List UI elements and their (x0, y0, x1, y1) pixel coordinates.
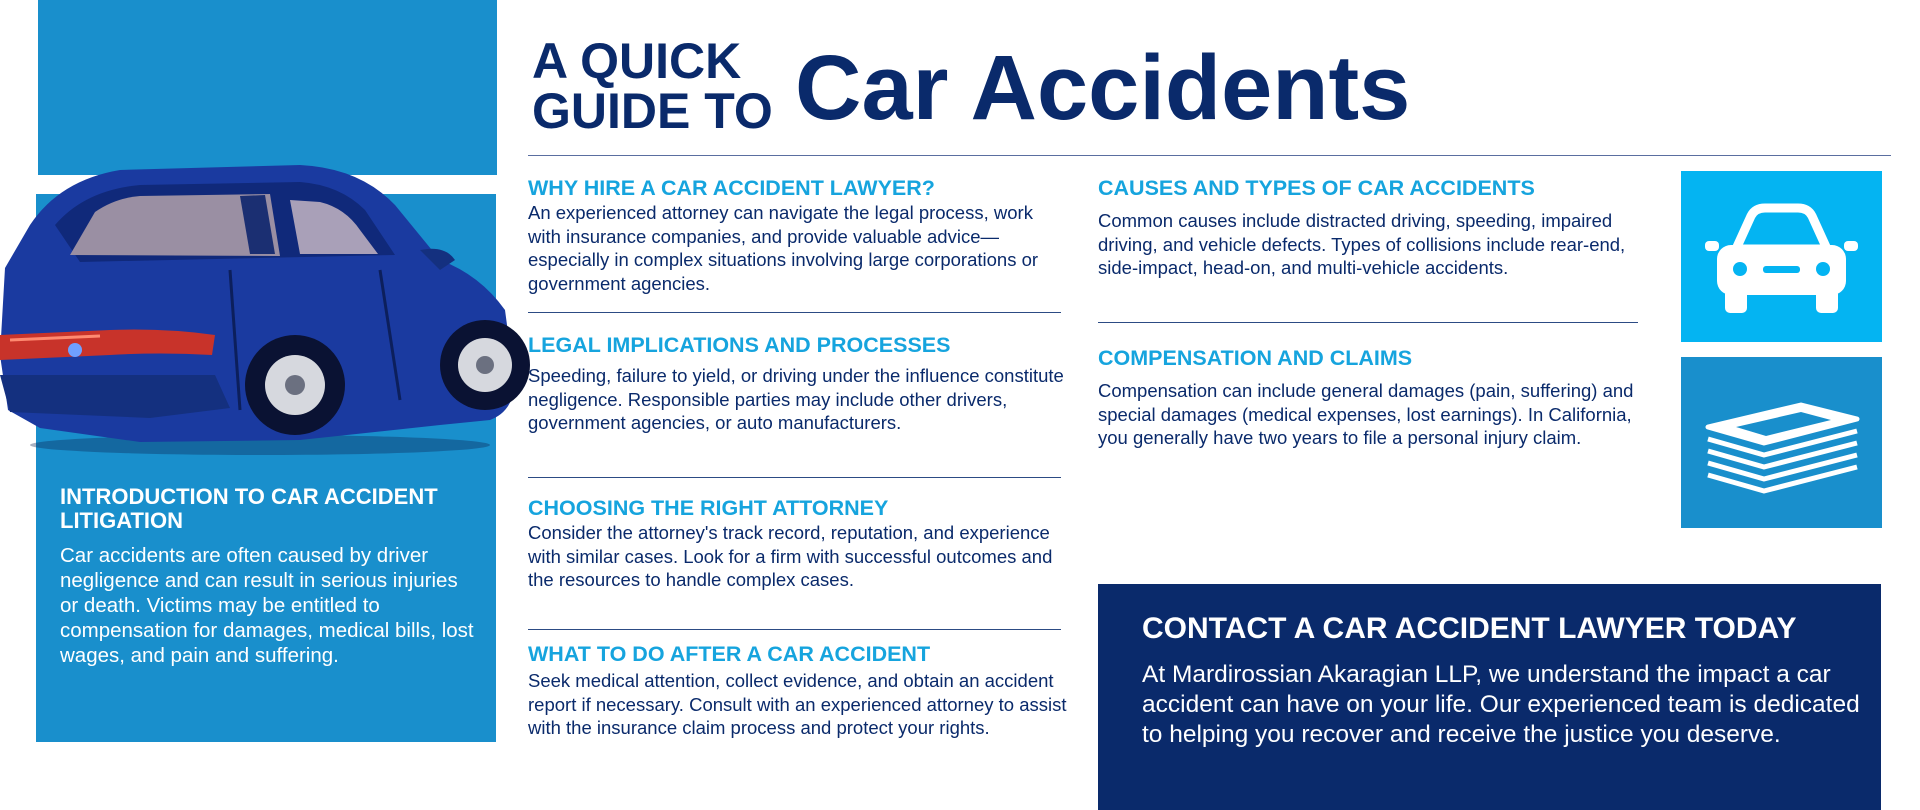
section-heading: COMPENSATION AND CLAIMS (1098, 346, 1413, 370)
section-body: Compensation can include general damages (pain, suffering) and special damages (medical expenses, lost earnings). In California, you generally have two years to file a personal injury claim. (1098, 380, 1634, 448)
section-divider (528, 477, 1061, 478)
page-title: Car Accidents (795, 37, 1411, 139)
section-legal-implications (528, 332, 1068, 435)
section-heading: CAUSES AND TYPES OF CAR ACCIDENTS (1098, 176, 1535, 200)
section-body: Seek medical attention, collect evidence, and obtain an accident report if necessary. Consult with an experienced attorney to assist with the insurance claim process and protect your rights. (528, 670, 1067, 738)
decorative-blue-block-top (38, 0, 497, 175)
car-icon (1681, 171, 1882, 342)
title-divider (528, 155, 1891, 156)
contact-body: At Mardirossian Akaragian LLP, we understand the impact a car accident can have on your life. Our experienced team is dedicated to helping you recover and receive the justice you deserve. (1142, 661, 1860, 748)
section-compensation (1098, 345, 1658, 450)
section-after-accident (528, 641, 1068, 740)
title-prefix: A QUICK GUIDE TO (532, 33, 773, 139)
section-body: Consider the attorney's track record, reputation, and experience with similar cases. Look for a firm with successful outcomes and the resources to handle complex cases. (528, 522, 1053, 590)
section-divider (528, 312, 1061, 313)
section-divider (1098, 322, 1638, 323)
intro-heading: INTRODUCTION TO CAR ACCIDENT LITIGATION (60, 484, 438, 533)
section-body: Common causes include distracted driving, speeding, impaired driving, and vehicle defects. Types of collisions include rear-end, side-impact, head-on, and multi-vehicle accidents. (1098, 210, 1626, 278)
section-heading: WHY HIRE A CAR ACCIDENT LAWYER? (528, 176, 935, 200)
section-body: Speeding, failure to yield, or driving under the influence constitute negligence. Responsible parties may include other drivers, government agencies, or auto manufacturers. (528, 365, 1064, 433)
section-divider (528, 629, 1061, 630)
section-causes-types (1098, 175, 1658, 280)
section-heading: WHAT TO DO AFTER A CAR ACCIDENT (528, 642, 931, 666)
suv-illustration (0, 150, 530, 460)
intro-body: Car accidents are often caused by driver negligence and can result in serious injuries or death. Victims may be entitled to compensation for damages, medical bills, lost wages, and pain and suffering. (60, 544, 474, 667)
section-heading: CHOOSING THE RIGHT ATTORNEY (528, 496, 889, 520)
section-choosing-attorney (528, 495, 1068, 592)
money-icon-box (1681, 357, 1882, 528)
section-body: An experienced attorney can navigate the legal process, work with insurance companies, and provide valuable advice—especially in complex situations involving large corporations or government agencies. (528, 202, 1039, 294)
section-why-hire (528, 175, 1068, 295)
car-icon-box (1681, 171, 1882, 342)
money-stack-icon (1681, 357, 1882, 528)
section-heading: LEGAL IMPLICATIONS AND PROCESSES (528, 333, 951, 357)
contact-heading: CONTACT A CAR ACCIDENT LAWYER TODAY (1142, 612, 1797, 645)
